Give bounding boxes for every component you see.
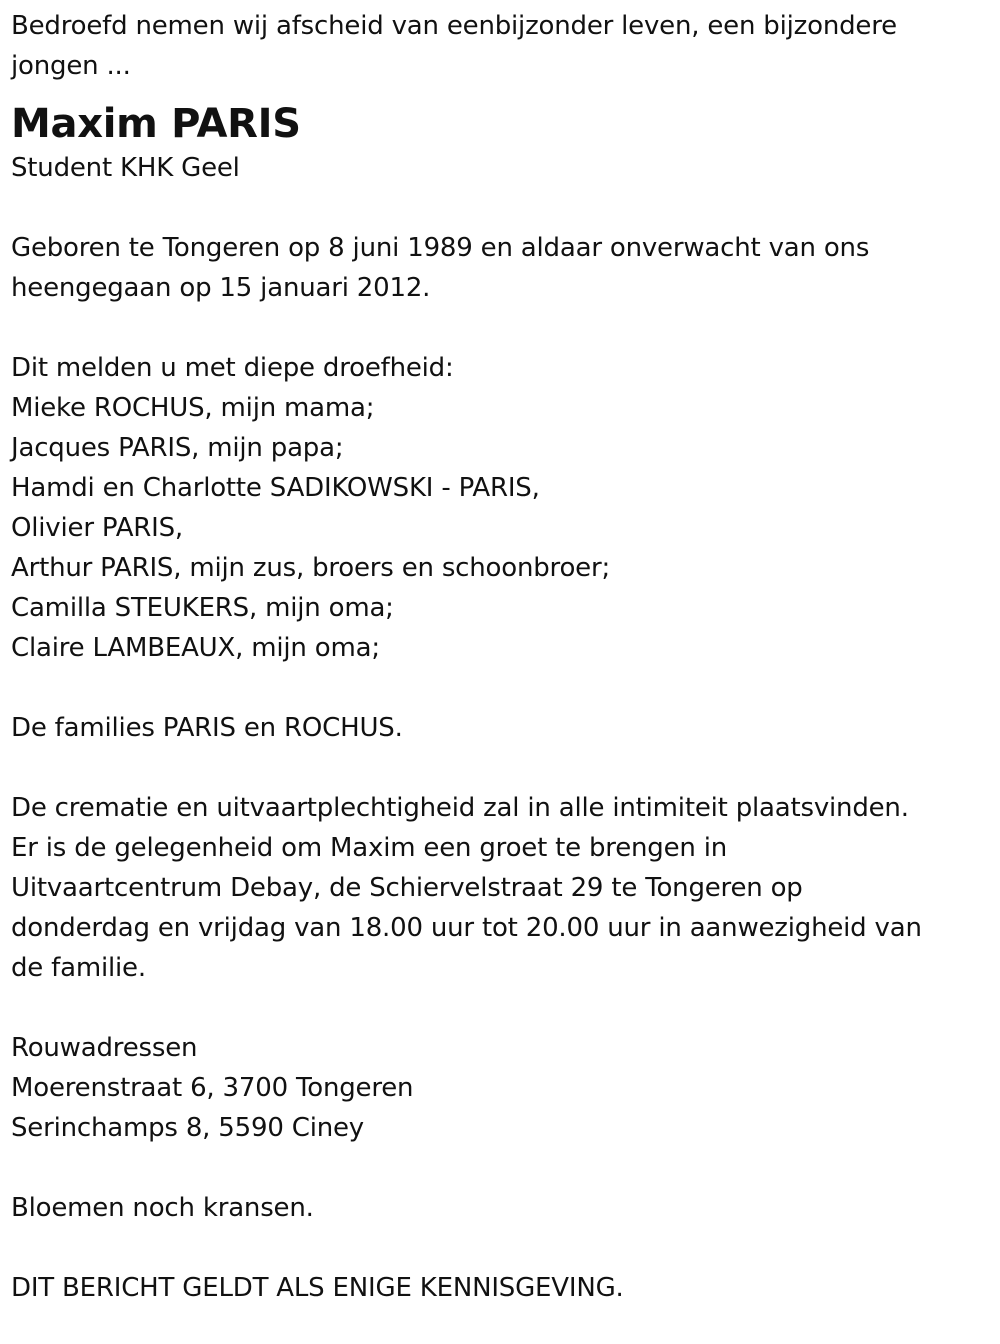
ceremony-line-1: De crematie en uitvaartplechtigheid zal in alle intimiteit plaatsvinden. [11,793,909,823]
family-member: Arthur PARIS, mijn zus, broers en schoonbroer; [11,553,611,583]
family-member: Jacques PARIS, mijn papa; [11,433,344,463]
spacer [11,1148,986,1188]
spacer [11,668,986,708]
address-line: Serinchamps 8, 5590 Ciney [11,1113,364,1143]
spacer [11,1228,986,1268]
announce-heading: Dit melden u met diepe droefheid: [11,353,454,383]
flowers-line: Bloemen noch kransen. [11,1193,314,1223]
spacer [11,748,986,788]
spacer [11,188,986,228]
intro-line-2: jongen ... [11,51,131,81]
intro-line-1: Bedroefd nemen wij afscheid van eenbijzonder leven, een bijzondere [11,11,897,41]
deceased-name: Maxim PARIS [11,101,301,147]
deceased-subtitle: Student KHK Geel [11,153,240,183]
address-line: Moerenstraat 6, 3700 Tongeren [11,1073,414,1103]
families-line: De families PARIS en ROCHUS. [11,713,403,743]
spacer [11,86,986,100]
spacer [11,308,986,348]
family-member: Hamdi en Charlotte SADIKOWSKI - PARIS, [11,473,540,503]
ceremony-line-5: de familie. [11,953,146,983]
birth-line-2: heengegaan op 15 januari 2012. [11,273,431,303]
family-member: Mieke ROCHUS, mijn mama; [11,393,375,423]
ceremony-line-4: donderdag en vrijdag van 18.00 uur tot 20.00 uur in aanwezigheid van [11,913,922,943]
ceremony-line-2: Er is de gelegenheid om Maxim een groet te brengen in [11,833,728,863]
spacer [11,988,986,1028]
obituary-document [11,6,986,1308]
ceremony-line-3: Uitvaartcentrum Debay, de Schiervelstraat 29 te Tongeren op [11,873,803,903]
addresses-heading: Rouwadressen [11,1033,198,1063]
birth-line-1: Geboren te Tongeren op 8 juni 1989 en aldaar onverwacht van ons [11,233,870,263]
family-member: Camilla STEUKERS, mijn oma; [11,593,394,623]
family-member: Olivier PARIS, [11,513,183,543]
notice-line: DIT BERICHT GELDT ALS ENIGE KENNISGEVING. [11,1273,624,1303]
family-member: Claire LAMBEAUX, mijn oma; [11,633,380,663]
